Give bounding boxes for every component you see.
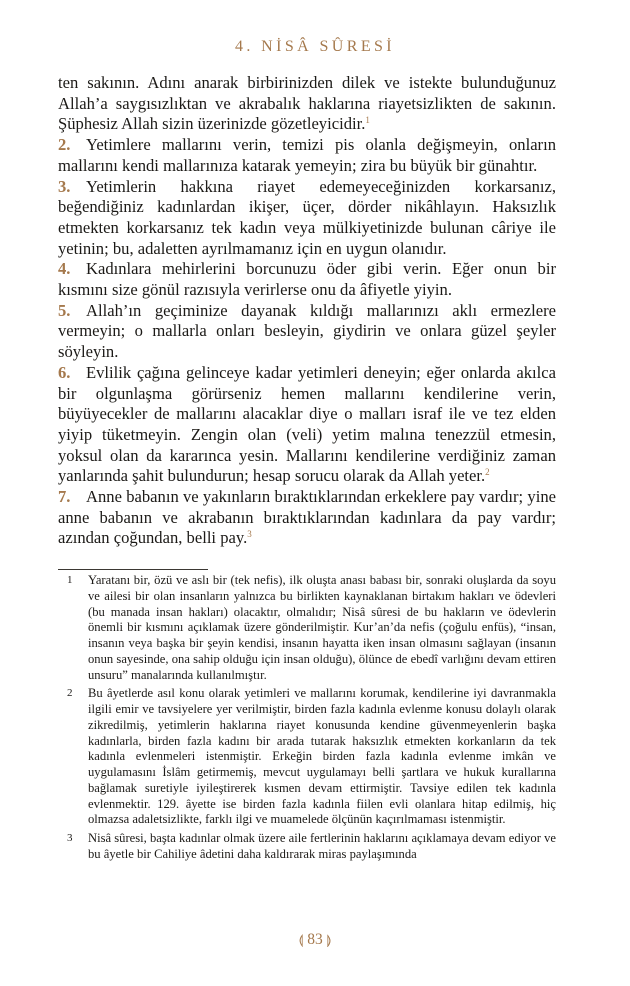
footnote [58, 686, 556, 828]
verse-text: Anne babanın ve yakınların bıraktıklarından erkeklere pay vardır; yine anne babanın ve akrabanın bıraktıklarından kadınlara da pay vardır; azından çoğundan, belli pay. [58, 487, 556, 548]
verse-text: Allah’ın geçiminize dayanak kıldığı mallarınızı aklı ermezlere vermeyin; o mallarla onları besleyin, giydirin ve onlara güzel şeyler söyleyin. [58, 300, 556, 362]
verse-3 [58, 177, 556, 260]
verse-continuation [58, 73, 556, 135]
verse-body [58, 73, 556, 549]
footnote-divider [58, 569, 208, 570]
footnote-ref[interactable]: 3 [247, 529, 252, 540]
footnotes [58, 573, 556, 866]
footnote-number: 2 [67, 687, 73, 700]
footnote-text: Nisâ sûresi, başta kadınlar olmak üzere aile fertlerinin haklarını açıklamaya devam ediyor ve bu âyetle bir Cahiliye âdetini daha kaldırarak miras paylaşımında [88, 831, 556, 861]
verse-number: 4. [58, 259, 71, 279]
verse-5 [58, 301, 556, 363]
verse-4 [58, 259, 556, 300]
verse-number: 5. [58, 300, 71, 320]
verse-text: Kadınlara mehirlerini borcunuzu öder gibi verin. Eğer onun bir kısmını size gönül razısıyla verirlerse onu da âfiyetle yiyin. [58, 259, 556, 300]
verse-text: Evlilik çağına gelinceye kadar yetimleri deneyin; eğer onlarda akılca bir olgunlaşma görürseniz hemen mallarını kendilerine verin, büyüyecekler de mallarını alacaklar diye o malları israf ile ve tez elden yiyip tüketmeyin. Zengin olan (veli) yetim malına tenezzül etmesin, yoksul olan da kararınca yesin. Mallarını kendilerine verdiğiniz zaman yanlarında şahit bulundurun; hesap sorucu olarak da Allah yeter. [58, 362, 556, 486]
footnote-number: 3 [67, 832, 73, 844]
ornament-right-icon: ⟭ [326, 932, 332, 947]
page-number: 83 [307, 931, 323, 948]
verse-2 [58, 135, 556, 176]
verse-7 [58, 487, 556, 549]
page-footer [0, 931, 630, 949]
verse-number: 3. [58, 176, 71, 196]
verse-number: 2. [58, 135, 71, 155]
footnote [58, 831, 556, 863]
footnote-text: Bu âyetlerde asıl konu olarak yetimleri ve mallarını korumak, kendilerine iyi davranmakla ilgili emir ve tavsiyelere yer verilmiştir, birden fazla kadınla evlenme konusu dolaylı olarak zikredilmiş, yetimlerin haklarına riayet konusunda kendine güvenmeyenlerin başka kadınlarla, birden fazla kadını bir arada tutarak haksızlık etmekten korkanların da tek kadınla evlenmeleri istenmiştir. Erkeğin birden fazla kadınla evlenme imkân ve uygulamasını İslâm getirmemiş, mevcut uygulamayı belli şartlara ve hukuk kurallarına bağlamak suretiyle iyileştirerek kısmen devam ettirmiştir. Tavsiye edilen tek kadınla evlenmektir. 129. âyette ise birden fazla kadınla fiilen evli olanlara hitap edilmiş, hiç olmazsa adaletsizlikte, farklı ilgi ve muamelede ölçünün kaçırılmaması istenmiştir. [88, 686, 556, 827]
ornament-left-icon: ⟬ [298, 932, 304, 947]
verse-6 [58, 363, 556, 487]
footnote [58, 573, 556, 683]
footnote-ref[interactable]: 1 [365, 115, 370, 126]
verse-text: Yetimlere mallarını verin, temizi pis olanla değişmeyin, onların mallarını kendi mallarınıza katarak yemeyin; zira bu büyük bir günahtır. [58, 135, 556, 175]
verse-number: 7. [58, 487, 71, 507]
running-title: 4. NİSÂ SÛRESİ [234, 38, 396, 55]
verse-text: ten sakının. Adını anarak birbirinizden dilek ve istekte bulunduğunuz Allah’a saygısızlıktan ve akrabalık haklarına riayetsizlikten de sakının. Şüphesiz Allah sizin üzerinizde gözetleyicidir. [58, 73, 556, 134]
verse-text: Yetimlerin hakkına riayet edemeyeceğinizden korkarsanız, beğendiğiniz kadınlardan ikişer, üçer, dörder nikâhlayın. Haksızlık etmekten korkarsanız tek kadın veya mülkiyetinizde bulunan câriye ile yetinin; bu, adaletten ayrılmamanız için en uygun olanıdır. [58, 176, 556, 258]
footnote-number: 1 [67, 574, 73, 586]
footnote-ref[interactable]: 2 [485, 467, 490, 478]
footnote-text: Yaratanı bir, özü ve aslı bir (tek nefis), ilk oluşta anası babası bir, sonraki oluşlarda da soyu ve ailesi bir olan insanların yalnızca bu birlikten kaynaklanan birtakım hakları ve ödevleri (bu manada insan hakları) olacaktır, olmalıdır; Nisâ sûresi de bu hakların ve ödevlerin önemli bir kısmını açıklamak üzere gönderilmiştir. Kur’an’da nefis (çoğulu enfüs), “insan, insanın veya başka bir şeyin kendisi, insanın hayatta iken insan olmasını sağlayan (insanın onun sayesinde, ona sahip olduğu için insan olduğu), ölünce de ebedî varlığını devam ettiren unsuru” manalarında kullanılmıştır. [88, 573, 556, 682]
verse-number: 6. [58, 362, 71, 382]
